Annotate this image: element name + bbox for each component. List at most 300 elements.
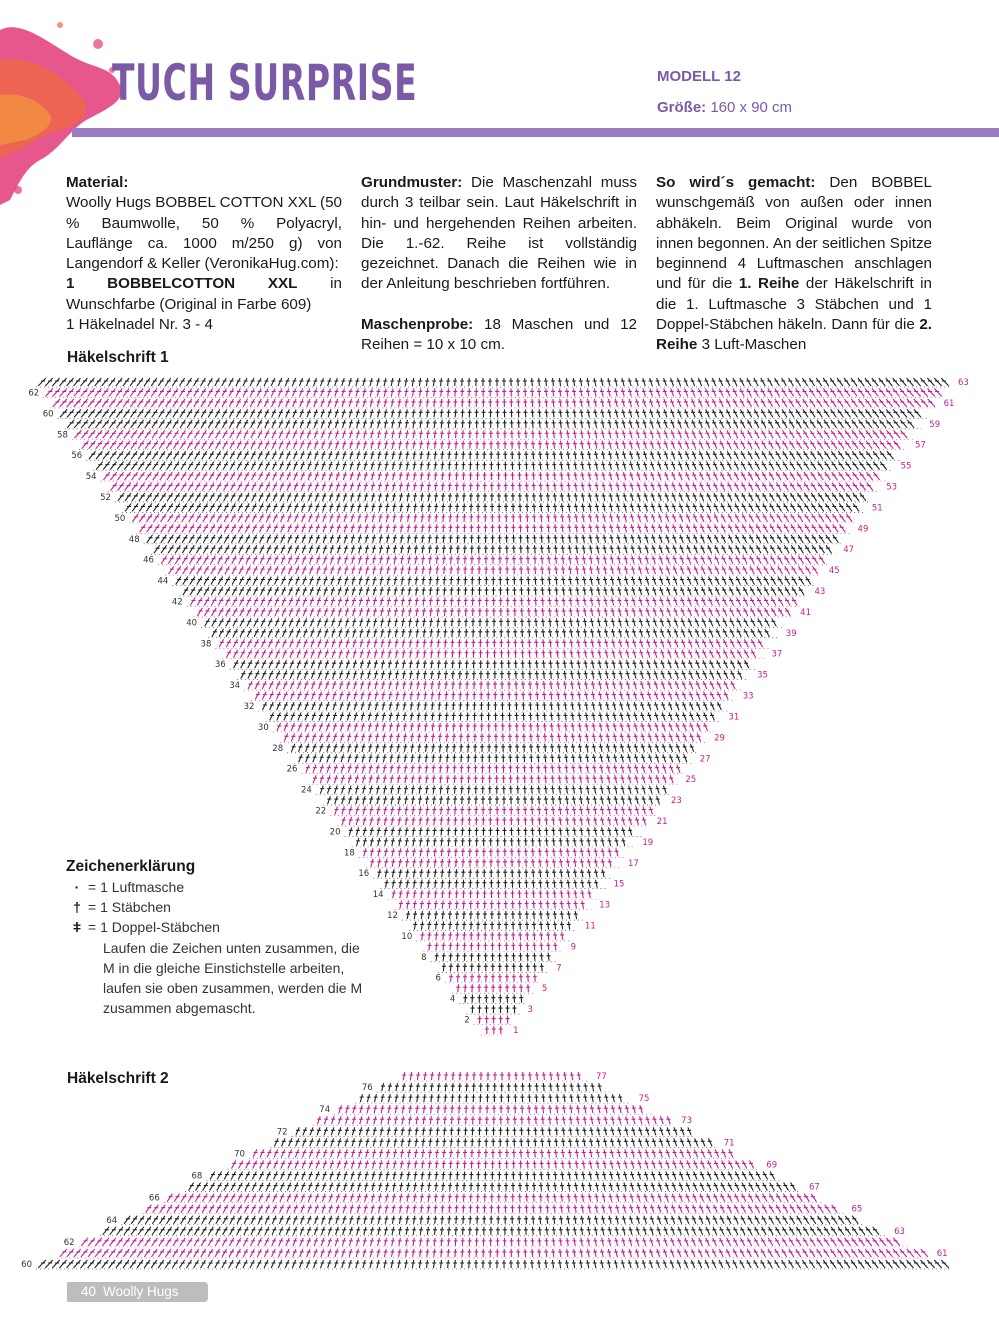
stitch-symbol bbox=[441, 880, 445, 888]
stitch-symbol bbox=[231, 1183, 236, 1191]
stitch-symbol bbox=[546, 493, 550, 501]
stitch-symbol bbox=[455, 921, 459, 929]
stitch-symbol bbox=[95, 378, 102, 386]
stitch-symbol bbox=[406, 503, 410, 511]
stitch-symbol bbox=[217, 524, 222, 532]
stitch-symbol bbox=[401, 1116, 405, 1124]
stitch-symbol bbox=[708, 608, 712, 616]
stitch-symbol bbox=[740, 409, 745, 417]
stitch-symbol bbox=[489, 827, 493, 835]
stitch-symbol bbox=[927, 378, 934, 386]
stitch-symbol bbox=[728, 524, 733, 532]
stitch-symbol bbox=[457, 618, 461, 626]
stitch-symbol bbox=[168, 545, 174, 553]
stitch-symbol bbox=[484, 545, 488, 553]
stitch-symbol bbox=[600, 388, 604, 396]
stitch-symbol bbox=[756, 514, 761, 522]
stitch-symbol bbox=[513, 608, 517, 616]
stitch-symbol bbox=[424, 712, 428, 720]
stitch-symbol bbox=[366, 597, 370, 605]
stitch-symbol bbox=[451, 681, 455, 689]
stitch-symbol bbox=[928, 388, 935, 396]
stitch-symbol bbox=[743, 577, 748, 585]
stitch-symbol bbox=[438, 712, 442, 720]
stitch-symbol bbox=[519, 535, 523, 543]
stitch-symbol bbox=[477, 566, 481, 574]
stitch-symbol bbox=[414, 535, 418, 543]
stitch-symbol bbox=[734, 472, 739, 480]
stitch-symbol bbox=[560, 921, 564, 929]
stitch-symbol bbox=[825, 493, 831, 501]
stitch-symbol bbox=[354, 712, 358, 720]
stitch-symbol bbox=[472, 660, 476, 668]
stitch-symbol bbox=[413, 483, 417, 491]
stitch-symbol bbox=[516, 807, 520, 815]
stitch-symbol bbox=[418, 786, 422, 794]
stitch-symbol bbox=[427, 921, 431, 929]
stitch-symbol bbox=[791, 566, 796, 574]
stitch-symbol bbox=[680, 597, 684, 605]
stitch-symbol bbox=[538, 451, 542, 459]
stitch-symbol bbox=[606, 765, 610, 773]
stitch-symbol bbox=[601, 441, 605, 449]
stitch-symbol bbox=[609, 493, 613, 501]
stitch-symbol bbox=[109, 409, 115, 417]
stitch-symbol bbox=[749, 556, 754, 564]
stitch-symbol bbox=[660, 639, 664, 647]
stitch-symbol bbox=[225, 597, 230, 605]
stitch-symbol bbox=[872, 378, 878, 386]
stitch-symbol bbox=[363, 848, 367, 856]
stitch-symbol bbox=[304, 629, 308, 637]
stitch-symbol bbox=[299, 378, 303, 386]
stitch-symbol bbox=[707, 545, 711, 553]
stitch-symbol bbox=[210, 545, 215, 553]
stitch-symbol bbox=[305, 712, 309, 720]
stitch-symbol bbox=[441, 514, 445, 522]
stitch-symbol bbox=[476, 472, 480, 480]
row-number-label: 6 bbox=[435, 973, 441, 984]
stitch-symbol bbox=[523, 786, 527, 794]
stitch-symbol bbox=[196, 1183, 201, 1191]
stitch-symbol bbox=[357, 462, 361, 470]
stitch-symbol bbox=[452, 744, 456, 752]
stitch-symbol bbox=[425, 378, 429, 386]
stitch-symbol bbox=[326, 692, 330, 700]
stitch-symbol bbox=[396, 744, 400, 752]
stitch-symbol bbox=[470, 577, 474, 585]
stitch-symbol bbox=[512, 535, 516, 543]
stitch-symbol bbox=[531, 890, 535, 898]
stitch-symbol bbox=[797, 462, 802, 470]
stitch-symbol bbox=[582, 556, 586, 564]
stitch-symbol bbox=[190, 566, 195, 574]
stitch-symbol bbox=[251, 441, 256, 449]
stitch-symbol bbox=[102, 388, 108, 396]
stitch-symbol bbox=[456, 556, 460, 564]
stitch-symbol bbox=[530, 775, 534, 783]
stitch-symbol bbox=[461, 869, 465, 877]
stitch-symbol bbox=[647, 712, 651, 720]
stitch-symbol bbox=[461, 420, 465, 428]
stitch-symbol bbox=[569, 639, 573, 647]
row-number-label: 35 bbox=[757, 670, 768, 681]
stitch-symbol bbox=[509, 409, 513, 417]
stitch-symbol bbox=[574, 901, 578, 909]
stitch-symbol bbox=[336, 462, 340, 470]
stitch-symbol bbox=[426, 848, 430, 856]
stitch-symbol bbox=[754, 441, 759, 449]
stitch-symbol bbox=[400, 545, 404, 553]
stitch-symbol bbox=[544, 409, 548, 417]
stitch-symbol bbox=[410, 723, 414, 731]
stitch-symbol bbox=[732, 378, 737, 386]
stitch-symbol bbox=[672, 535, 676, 543]
stitch-symbol bbox=[519, 545, 523, 553]
stitch-symbol bbox=[188, 493, 193, 501]
stitch-symbol bbox=[286, 430, 290, 438]
stitch-symbol bbox=[209, 451, 214, 459]
stitch-symbol bbox=[540, 577, 544, 585]
stitch-symbol bbox=[414, 1149, 418, 1157]
stitch-symbol bbox=[519, 556, 523, 564]
stitch-symbol bbox=[402, 681, 406, 689]
stitch-symbol bbox=[634, 775, 638, 783]
stitch-symbol bbox=[67, 388, 74, 396]
stitch-symbol bbox=[448, 1172, 452, 1180]
stitch-symbol bbox=[474, 786, 478, 794]
stitch-symbol bbox=[934, 378, 941, 386]
stitch-symbol bbox=[391, 430, 395, 438]
stitch-symbol bbox=[367, 1094, 371, 1102]
stitch-symbol bbox=[244, 451, 249, 459]
stitch-symbol bbox=[335, 807, 339, 815]
stitch-symbol bbox=[845, 451, 851, 459]
stitch-symbol bbox=[131, 462, 137, 470]
stitch-symbol bbox=[718, 378, 722, 386]
stitch-symbol bbox=[416, 1083, 420, 1091]
stitch-symbol bbox=[428, 545, 432, 553]
stitch-symbol bbox=[254, 608, 259, 616]
stitch-symbol bbox=[729, 597, 734, 605]
stitch-symbol bbox=[537, 378, 541, 386]
stitch-symbol bbox=[811, 472, 816, 480]
stitch-symbol bbox=[393, 566, 397, 574]
stitch-symbol bbox=[651, 524, 655, 532]
stitch-symbol bbox=[636, 451, 640, 459]
stitch-symbol bbox=[252, 503, 257, 511]
stitch-symbol bbox=[517, 451, 521, 459]
stitch-symbol bbox=[374, 671, 378, 679]
stitch-symbol bbox=[726, 441, 731, 449]
stitch-symbol bbox=[742, 1172, 747, 1180]
stitch-symbol bbox=[720, 472, 724, 480]
stitch-symbol bbox=[575, 1127, 579, 1135]
stitch-symbol bbox=[410, 702, 414, 710]
stitch-symbol bbox=[449, 1160, 453, 1168]
stitch-symbol bbox=[408, 629, 412, 637]
stitch-symbol bbox=[715, 587, 719, 595]
stitch-symbol bbox=[364, 483, 368, 491]
stitch-symbol bbox=[314, 399, 318, 407]
stitch-symbol bbox=[533, 1149, 537, 1157]
stitch-symbol bbox=[530, 796, 534, 804]
stitch-symbol bbox=[296, 597, 300, 605]
stitch-symbol bbox=[446, 399, 450, 407]
stitch-symbol bbox=[512, 974, 516, 982]
stitch-symbol bbox=[318, 650, 322, 658]
stitch-symbol bbox=[489, 838, 493, 846]
stitch-symbol bbox=[391, 399, 395, 407]
stitch-symbol bbox=[335, 388, 339, 396]
stitch-symbol bbox=[721, 1149, 725, 1157]
stitch-symbol bbox=[511, 911, 515, 919]
stitch-symbol bbox=[370, 817, 374, 825]
row-number-label: 34 bbox=[229, 681, 241, 692]
stitch-symbol bbox=[281, 535, 285, 543]
stitch-symbol bbox=[384, 827, 388, 835]
stitch-symbol bbox=[555, 1105, 559, 1113]
stitch-symbol bbox=[352, 608, 356, 616]
stitch-symbol bbox=[623, 535, 627, 543]
stitch-symbol bbox=[505, 545, 509, 553]
stitch-symbol bbox=[402, 671, 406, 679]
stitch-symbol bbox=[642, 388, 646, 396]
stitch-symbol bbox=[574, 483, 578, 491]
stitch-symbol bbox=[370, 420, 374, 428]
stitch-symbol bbox=[666, 577, 670, 585]
stitch-symbol bbox=[681, 660, 685, 668]
stitch-symbol bbox=[865, 378, 871, 386]
stitch-symbol bbox=[594, 430, 598, 438]
stitch-symbol bbox=[315, 493, 319, 501]
stitch-symbol bbox=[632, 660, 636, 668]
stitch-symbol bbox=[298, 723, 302, 731]
stitch-symbol bbox=[544, 786, 548, 794]
stitch-symbol bbox=[390, 786, 394, 794]
stitch-symbol bbox=[463, 566, 467, 574]
stitch-symbol bbox=[281, 514, 285, 522]
stitch-symbol bbox=[614, 807, 618, 815]
stitch-symbol bbox=[257, 378, 262, 386]
stitch-symbol bbox=[411, 388, 415, 396]
stitch-symbol bbox=[715, 618, 719, 626]
stitch-symbol bbox=[496, 838, 500, 846]
stitch-row bbox=[359, 848, 627, 857]
stitch-symbol bbox=[137, 399, 143, 407]
stitch-symbol bbox=[298, 744, 302, 752]
stitch-symbol bbox=[547, 577, 551, 585]
stitch-symbol bbox=[723, 639, 728, 647]
stitch-symbol bbox=[646, 629, 650, 637]
stitch-symbol bbox=[727, 462, 732, 470]
stitch-symbol bbox=[325, 639, 329, 647]
stitch-symbol bbox=[274, 1160, 278, 1168]
stitch-symbol bbox=[685, 462, 689, 470]
stitch-symbol bbox=[472, 1083, 476, 1091]
stitch-symbol bbox=[498, 587, 502, 595]
stitch-symbol bbox=[590, 1083, 594, 1091]
stitch-symbol bbox=[450, 1105, 454, 1113]
stitch-symbol bbox=[687, 566, 691, 574]
stitch-symbol bbox=[838, 420, 844, 428]
stitch-symbol bbox=[497, 932, 501, 940]
stitch-symbol bbox=[504, 942, 508, 950]
stitch-symbol bbox=[182, 535, 187, 543]
stitch-symbol bbox=[640, 723, 644, 731]
stitch-symbol bbox=[386, 1138, 390, 1146]
stitch-symbol bbox=[566, 880, 570, 888]
stitch-symbol bbox=[487, 733, 491, 741]
stitch-symbol bbox=[503, 838, 507, 846]
stitch-symbol bbox=[642, 807, 646, 815]
stitch-symbol bbox=[74, 388, 81, 396]
stitch-symbol bbox=[520, 1094, 524, 1102]
stitch-symbol bbox=[288, 566, 292, 574]
stitch-symbol bbox=[379, 535, 383, 543]
stitch-symbol bbox=[391, 848, 395, 856]
stitch-symbol bbox=[784, 514, 789, 522]
stitch-symbol bbox=[672, 545, 676, 553]
stitch-symbol bbox=[687, 1127, 691, 1135]
stitch-symbol bbox=[456, 1149, 460, 1157]
stitch-symbol bbox=[837, 378, 843, 386]
stitch-symbol bbox=[473, 733, 477, 741]
stitch-symbol bbox=[95, 420, 102, 428]
stitch-symbol bbox=[506, 618, 510, 626]
stitch-symbol bbox=[737, 650, 742, 658]
stitch-symbol bbox=[297, 660, 301, 668]
stitch-symbol bbox=[506, 608, 510, 616]
stitch-symbol bbox=[677, 430, 681, 438]
stitch-symbol bbox=[387, 618, 391, 626]
stitch-symbol bbox=[344, 1149, 348, 1157]
stitch-symbol bbox=[747, 420, 752, 428]
stitch-symbol bbox=[518, 942, 522, 950]
stitch-symbol bbox=[534, 597, 538, 605]
stitch-symbol bbox=[407, 545, 411, 553]
stitch-symbol bbox=[318, 681, 322, 689]
stitch-symbol bbox=[682, 733, 686, 741]
stitch-symbol bbox=[482, 430, 486, 438]
stitch-symbol bbox=[433, 420, 437, 428]
stitch-symbol bbox=[830, 378, 836, 386]
stitch-symbol bbox=[605, 692, 609, 700]
stitch-symbol bbox=[181, 451, 186, 459]
stitch-symbol bbox=[565, 827, 569, 835]
stitch-symbol bbox=[458, 1072, 462, 1080]
instructions-text: So wird´s gemacht: Den BOBBEL wunschgemäß von außen oder innen abhäkeln. Beim Original wurde von innen begonnen. An der seitlichen Spitze beginnend 4 Luftmaschen anschlagen und für die 1. Reihe der Häkelschrift in die 1. Luftmasche 3 Stäbchen und 1 Doppel-Stäbchen häkeln. Dann für die 2. Reihe 3 Luft-Maschen bbox=[656, 174, 932, 354]
stitch-symbol bbox=[417, 723, 421, 731]
stitch-symbol bbox=[818, 493, 824, 501]
stitch-symbol bbox=[323, 545, 327, 553]
stitch-symbol bbox=[413, 503, 417, 511]
stitch-symbol bbox=[145, 420, 151, 428]
stitch-symbol bbox=[210, 1183, 215, 1191]
stitch-symbol bbox=[695, 639, 699, 647]
stitch-symbol bbox=[302, 1160, 306, 1168]
stitch-symbol bbox=[749, 1160, 754, 1168]
stitch-symbol bbox=[392, 880, 396, 888]
stitch-symbol bbox=[817, 409, 823, 417]
stitch-symbol bbox=[305, 702, 309, 710]
stitch-symbol bbox=[622, 441, 626, 449]
stitch-symbol bbox=[649, 430, 653, 438]
stitch-symbol bbox=[756, 556, 761, 564]
stitch-symbol bbox=[755, 451, 760, 459]
stitch-symbol bbox=[337, 1160, 341, 1168]
stitch-symbol bbox=[343, 503, 347, 511]
stitch-symbol bbox=[735, 524, 740, 532]
stitch-symbol bbox=[328, 409, 332, 417]
stitch-symbol bbox=[348, 796, 352, 804]
stitch-symbol bbox=[415, 597, 419, 605]
stitch-symbol bbox=[455, 503, 459, 511]
stitch-symbol bbox=[521, 671, 525, 679]
stitch-symbol bbox=[282, 577, 286, 585]
stitch-symbol bbox=[509, 796, 513, 804]
stitch-symbol bbox=[616, 514, 620, 522]
stitch-symbol bbox=[437, 671, 441, 679]
stitch-symbol bbox=[526, 535, 530, 543]
stitch-symbol bbox=[749, 535, 754, 543]
stitch-symbol bbox=[405, 859, 409, 867]
stitch-symbol bbox=[811, 514, 816, 522]
stitch-symbol bbox=[110, 451, 116, 459]
stitch-symbol bbox=[737, 629, 742, 637]
stitch-symbol bbox=[153, 483, 159, 491]
stitch-symbol bbox=[74, 399, 81, 407]
stitch-symbol bbox=[557, 775, 561, 783]
row-number-label: 43 bbox=[814, 587, 826, 598]
stitch-symbol bbox=[430, 671, 434, 679]
stitch-symbol bbox=[476, 911, 480, 919]
stitch-row bbox=[251, 692, 735, 701]
stitch-symbol bbox=[279, 399, 283, 407]
stitch-symbol bbox=[359, 597, 363, 605]
stitch-symbol bbox=[492, 618, 496, 626]
stitch-symbol bbox=[457, 1105, 461, 1113]
stitch-symbol bbox=[454, 838, 458, 846]
stitch-symbol bbox=[318, 639, 322, 647]
stitch-symbol bbox=[594, 472, 598, 480]
stitch-symbol bbox=[478, 629, 482, 637]
stitch-symbol bbox=[610, 587, 614, 595]
row-number-label: 5 bbox=[541, 984, 548, 995]
stitch-symbol bbox=[655, 744, 659, 752]
stitch-symbol bbox=[476, 901, 480, 909]
stitch-symbol bbox=[541, 1105, 545, 1113]
stitch-symbol bbox=[511, 942, 515, 950]
stitch-symbol bbox=[734, 451, 739, 459]
stitch-row bbox=[179, 587, 806, 596]
stitch-symbol bbox=[472, 1072, 476, 1080]
stitch-symbol bbox=[652, 1138, 656, 1146]
stitch-symbol bbox=[439, 807, 443, 815]
stitch-symbol bbox=[321, 441, 325, 449]
stitch-symbol bbox=[310, 618, 314, 626]
stitch-symbol bbox=[434, 880, 438, 888]
stitch-symbol bbox=[132, 503, 138, 511]
stitch-symbol bbox=[819, 535, 825, 543]
row-number-label: 63 bbox=[958, 378, 969, 388]
stitch-symbol bbox=[238, 1172, 243, 1180]
stitch-symbol bbox=[337, 535, 341, 543]
stitch-symbol bbox=[586, 807, 590, 815]
stitch-symbol bbox=[427, 890, 431, 898]
stitch-symbol bbox=[539, 921, 543, 929]
stitch-symbol bbox=[433, 409, 437, 417]
